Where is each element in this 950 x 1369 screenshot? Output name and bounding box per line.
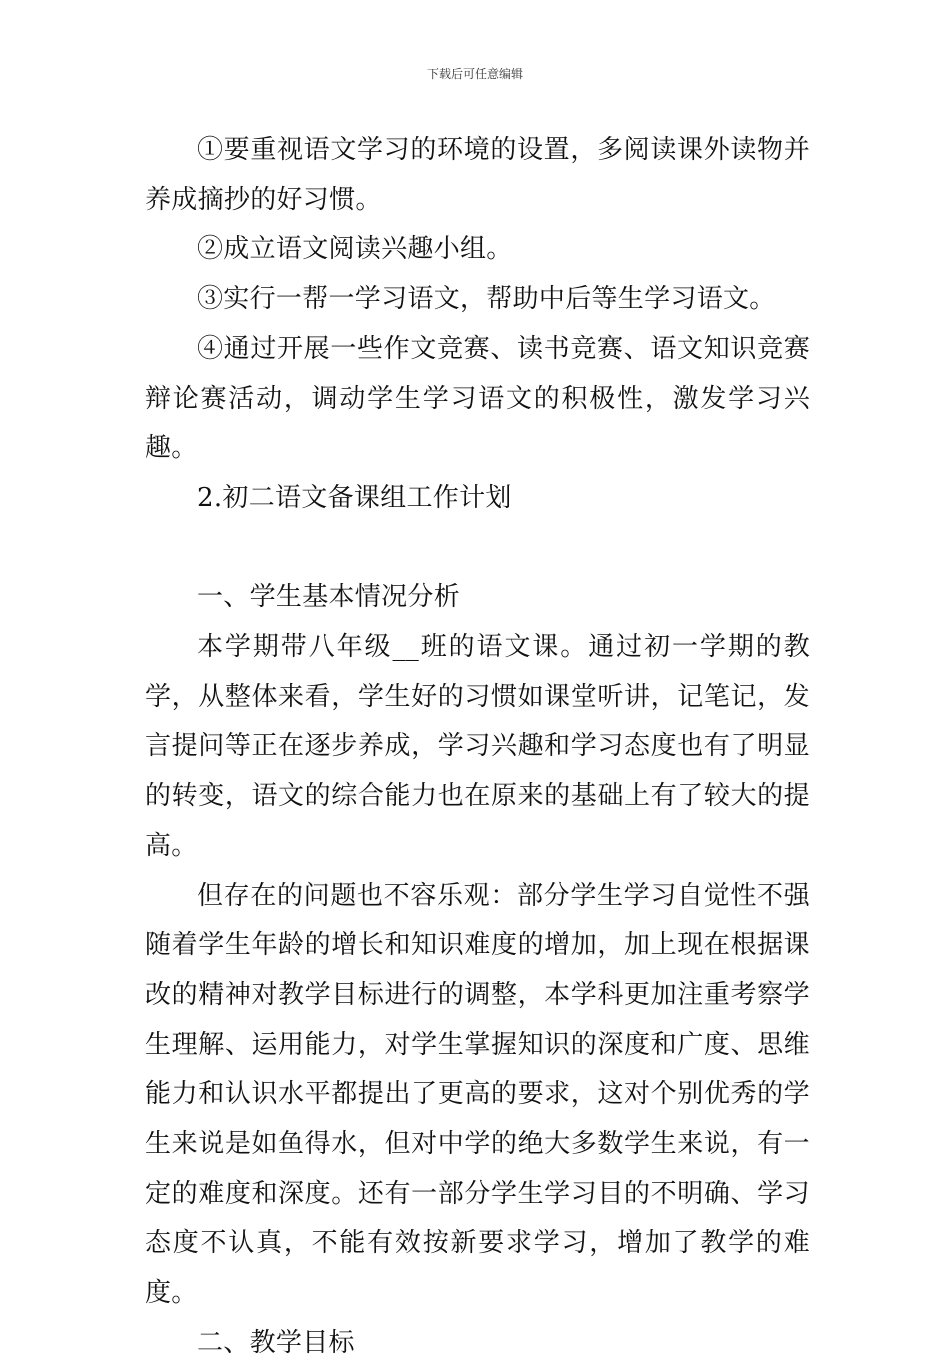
blank-line — [145, 524, 810, 574]
heading-student-analysis: 一、学生基本情况分析 — [197, 582, 461, 613]
section-title-plan: 2.初二语文备课组工作计划 — [197, 482, 512, 513]
paragraph-analysis-2: 但存在的问题也不容乐观：部分学生学习自觉性不强随着学生年龄的增长和知识难度的增加，加上现在根据课改的精神对教学目标进行的调整，本学科更加注重考察学生理解、运用能力，对学生掌握知识的深度和广度、思维能力和认识水平都提出了更高的要求，这对个别优秀的学生来说是如鱼得水，但对中学的绝大多数学生来说，有一定的难度和深度。还有一部分学生学习目的不明确、学习态度不认真，不能有效按新要求学习，增加了教学的难度。 — [145, 880, 810, 1309]
paragraph-item-1: ①要重视语文学习的环境的设置，多阅读课外读物并养成摘抄的好习惯。 — [145, 135, 810, 215]
paragraph-analysis-1: 本学期带八年级__班的语文课。通过初一学期的教学，从整体来看，学生好的习惯如课堂听讲，记笔记，发言提问等正在逐步养成，学习兴趣和学习态度也有了明显的转变，语文的综合能力也在原来的基础上有了较大的提高。 — [145, 632, 810, 861]
paragraph-item-2: ②成立语文阅读兴趣小组。 — [197, 234, 513, 265]
paragraph-item-4: ④通过开展一些作文竞赛、读书竞赛、语文知识竞赛辩论赛活动，调动学生学习语文的积极性，激发学习兴趣。 — [145, 333, 810, 464]
page-header-note: 下载后可任意编辑 — [426, 67, 523, 81]
paragraph-item-3: ③实行一帮一学习语文，帮助中后等生学习语文。 — [197, 284, 776, 315]
document-body — [145, 126, 810, 1369]
heading-teaching-goals: 二、教学目标 — [197, 1327, 355, 1358]
